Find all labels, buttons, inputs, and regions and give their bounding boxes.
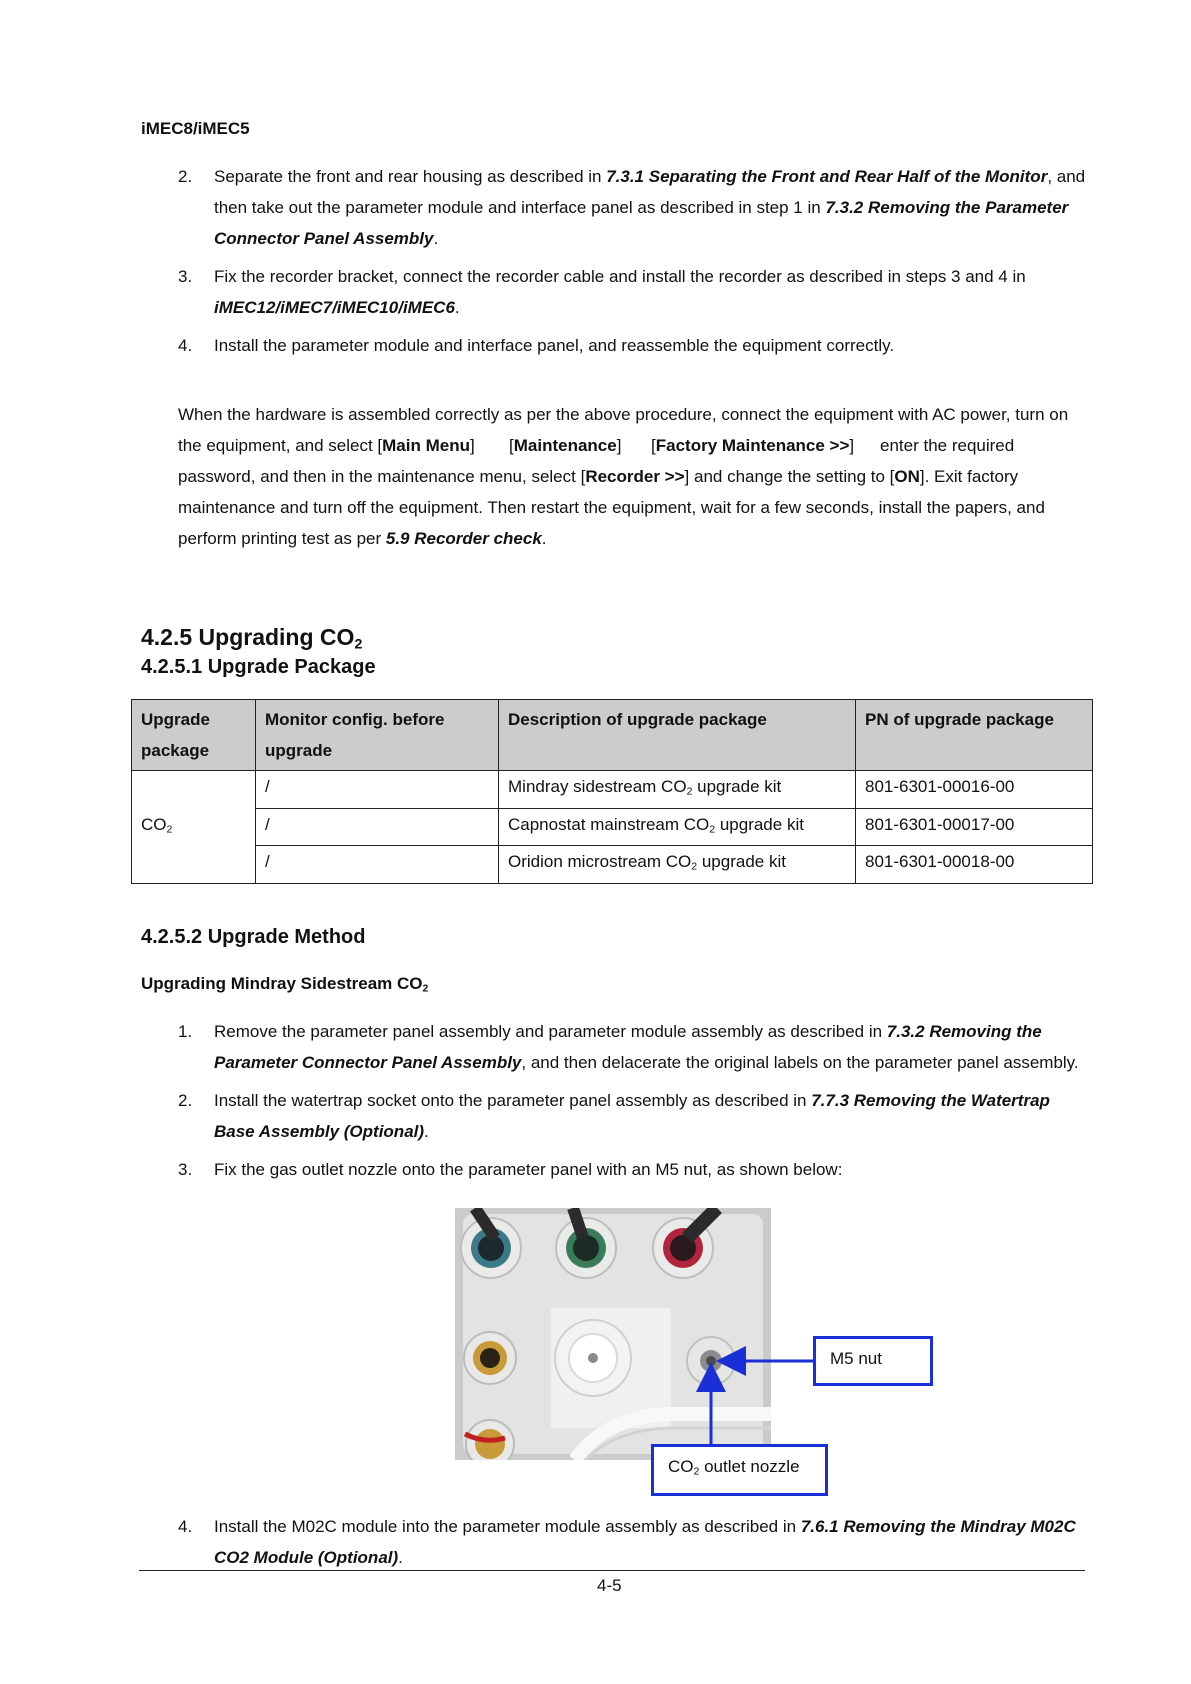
step-number: 4. [178, 1517, 193, 1536]
table-cell: 801-6301-00016-00 [856, 771, 1093, 809]
step-text: Fix the gas outlet nozzle onto the parameter panel with an M5 nut, as shown below: [214, 1160, 843, 1179]
step-text: Fix the recorder bracket, connect the recorder cable and install the recorder as described in steps 3 and 4 in [214, 267, 1026, 286]
table-cell: Oridion microstream $CO_2$ upgrade kit [499, 846, 856, 884]
table-cell: 801-6301-00017-00 [856, 808, 1093, 846]
cross-reference[interactable]: Connector Panel Assembly [214, 229, 434, 248]
cross-reference[interactable]: Base Assembly (Optional) [214, 1122, 425, 1141]
table-cell: / [256, 846, 499, 884]
menu-maintenance: Maintenance [513, 436, 617, 455]
step-text: Remove the parameter panel assembly and parameter module assembly as described in 7.3.2 Removing the [214, 1022, 1042, 1041]
step-text: Parameter Connector Panel Assembly, and then delacerate the original labels on the parameter panel assembly. [214, 1053, 1079, 1072]
paragraph-line: perform printing test as per 5.9 Recorder check. [178, 529, 547, 548]
paragraph-line: password, and then in the maintenance menu, select [Recorder >>] and change the setting to [ON]. Exit factory [178, 467, 1019, 486]
paragraph-line: When the hardware is assembled correctly as per the above procedure, connect the equipment with AC power, turn on [178, 405, 1069, 424]
cross-reference[interactable]: iMEC12/iMEC7/iMEC10/iMEC6 [214, 298, 455, 317]
cross-reference[interactable]: Parameter Connector Panel Assembly [214, 1053, 522, 1072]
cross-reference[interactable]: 7.3.2 Removing the [886, 1022, 1042, 1041]
cross-reference[interactable]: CO2 Module (Optional) [214, 1548, 399, 1567]
step-text: Install the M02C module into the parameter module assembly as described in 7.6.1 Removing the Mindray M02C [214, 1517, 1076, 1536]
step-text: iMEC12/iMEC7/iMEC10/iMEC6. [214, 298, 460, 317]
table-cell: Capnostat mainstream $CO_2$ upgrade kit [499, 808, 856, 846]
paragraph-line: enter the required [880, 436, 1015, 455]
menu-factory-maintenance: Factory Maintenance >> [655, 436, 850, 455]
table-cell: Mindray sidestream $CO_2$ upgrade kit [499, 771, 856, 809]
table-cell: / [256, 808, 499, 846]
step-number: 3. [178, 267, 193, 286]
section-heading-4-2-5-2: 4.2.5.2 Upgrade Method [141, 926, 366, 948]
step-text: Connector Panel Assembly. [214, 229, 439, 248]
step-text: Separate the front and rear housing as described in 7.3.1 Separating the Front and Rear Half of the Monitor, and [214, 167, 1086, 186]
step-text: Install the watertrap socket onto the parameter panel assembly as described in 7.7.3 Removing the Watertrap [214, 1091, 1050, 1110]
callout-co2-outlet-nozzle: $CO_2$ outlet nozzle [651, 1444, 828, 1496]
cross-reference[interactable]: 7.6.1 Removing the Mindray M02C [800, 1517, 1076, 1536]
subheading: Upgrading Mindray Sidestream $CO_2$ [141, 974, 429, 995]
cross-reference[interactable]: 5.9 Recorder check [385, 529, 542, 548]
step-number: 3. [178, 1160, 193, 1179]
footer-divider [139, 1570, 1085, 1571]
cross-reference[interactable]: 7.3.1 Separating the Front and Rear Half of the Monitor [606, 167, 1048, 186]
step-text: Install the parameter module and interface panel, and reassemble the equipment correctly. [214, 336, 895, 355]
step-text: CO2 Module (Optional). [214, 1548, 403, 1567]
cross-reference[interactable]: 7.7.3 Removing the Watertrap [811, 1091, 1050, 1110]
column-header: Monitor config. before upgrade [256, 700, 499, 771]
column-header: PN of upgrade package [856, 700, 1093, 771]
paragraph-line: the equipment, and select [Main Menu] [178, 436, 475, 455]
column-header: Description of upgrade package [499, 700, 856, 771]
setting-on: ON [894, 467, 920, 486]
step-number: 2. [178, 1091, 193, 1110]
paragraph-line: [Maintenance] [509, 436, 622, 455]
menu-main-menu: Main Menu [382, 436, 470, 455]
section-header: iMEC8/iMEC5 [141, 119, 250, 138]
page-number: 4-5 [597, 1576, 622, 1595]
menu-recorder: Recorder >> [585, 467, 685, 486]
step-number: 1. [178, 1022, 193, 1041]
section-heading-4-2-5-1: 4.2.5.1 Upgrade Package [141, 656, 376, 678]
step-text: Base Assembly (Optional). [214, 1122, 429, 1141]
step-number: 2. [178, 167, 193, 186]
column-header: Upgrade package [132, 700, 256, 771]
table-cell: / [256, 771, 499, 809]
callout-m5-nut: M5 nut [813, 1336, 933, 1386]
step-text: then take out the parameter module and interface panel as described in step 1 in 7.3.2 Removing the Parameter [214, 198, 1069, 217]
paragraph-line: maintenance and turn off the equipment. Then restart the equipment, wait for a few seconds, install the papers, and [178, 498, 1045, 517]
table-cell-group: $CO_2$ [132, 771, 256, 884]
section-heading-4-2-5: 4.2.5 Upgrading $CO_2$ [141, 624, 363, 653]
step-number: 4. [178, 336, 193, 355]
cross-reference[interactable]: 7.3.2 Removing the Parameter [825, 198, 1069, 217]
paragraph-line: [Factory Maintenance >>] [651, 436, 855, 455]
table-cell: 801-6301-00018-00 [856, 846, 1093, 884]
